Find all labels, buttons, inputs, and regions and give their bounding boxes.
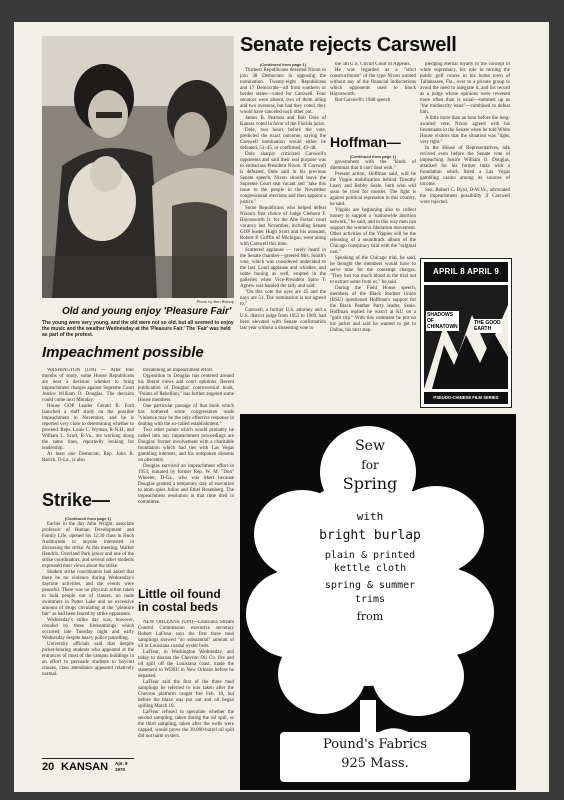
impeachment-paragraph: Two other points which would probably be called into any impeachment proceedings are Douglas' former involvement with a charitable foundation which had ties with Las Vegas gambling interests, and his outspoken dissents on obscenity.	[138, 428, 234, 463]
carswell-paragraph: Dole, two hours before the vote, predicted the exact outcome, saying the Carswell nomination would either be defeated, 51–45, or confirmed, 49–48.	[240, 128, 326, 151]
strike-paragraph: University officials said that despite picket-bearing students who appeared at the entrances of most of the campus buildings in an effort to persuade students to boycott classes, class attendance appeared relatively normal.	[42, 642, 134, 677]
ad-line-sew: Sew	[355, 438, 385, 454]
oil-paragraph: NEW ORLEANS (UPI)—Louisiana Stream Control Commission executive secretary Robert LaFleur says the first three mud samplings showed "no substantial" amount of oil in Louisiana coastal oyster beds.	[138, 620, 234, 649]
carswell-paragraph: Dole sharply criticized Carswell's opponents and said their real purpose was to embarrass President Nixon. If Carswell is defeated, Dole said in his previous Senate speech, Nixon should leave the Supreme Court seat vacant and "take this issue to the people in the November congressional elections and then appoint a justice."	[240, 152, 326, 205]
film-1-line: OF	[427, 318, 434, 324]
ad-line-from: from	[356, 610, 384, 623]
ad-line-plain: plain & printed	[324, 550, 416, 561]
impeachment-headline: Impeachment possible	[42, 344, 204, 361]
oil-column	[138, 620, 234, 786]
hoffman-paragraph: Yippies are beginning also to collect money to support a "nationwide abortion network," he said, and in this way men can support the women's liberation movement. Other activities of the Yippies will be the releasing of a soundtrack album of the Chicago conspiracy trial with the "original cast."	[330, 208, 416, 255]
carswell-column-2	[330, 62, 416, 132]
oil-headline	[138, 588, 221, 614]
ad-line-spring: Spring	[342, 474, 398, 493]
impeachment-paragraph: threatening an impeachment effort.	[143, 368, 214, 373]
page-number: 20	[42, 761, 55, 773]
film-series-ad	[420, 258, 512, 408]
carswell-paragraph: In the House of Representatives, talk revived even before the Senate vote of impeaching Justice William O. Douglas, attacked for his former links with a foundation which listed a Las Vegas gambling casino among its sources of income.	[420, 146, 510, 187]
carswell-paragraph: Some Republicans who helped defeat Nixon's first choice of Judge Clement F. Haynsworth Jr. for the Abe Fortas' court vacancy last November, including Senate GOP leader Hugh Scott and his assistant, Robert P. Griffin of Michigan, went along with Carswell this time.	[240, 206, 326, 247]
carswell-paragraph: "On this vote the ayes are 45 and the nays are 51. The nomination is not agreed to."	[240, 290, 326, 307]
film-2-title	[473, 319, 502, 333]
oil-headline-line: Little oil found	[138, 587, 221, 601]
film-2-line: THE GOOD	[474, 320, 501, 326]
impeachment-paragraph: WASHINGTON (UPI) — After four months of study, some House Republicans are near a decision whether to bring impeachment charges against Supreme Court Justice William O. Douglas. The decision could come next Monday.	[42, 368, 134, 403]
hoffman-paragraph: During the Field House speech, members of the Black Student Union (BSU) questioned Hoffman's support for the Black Panther Party leader, Seale. Hoffman replied he wasn't at KU on a "guilt trip." With this comment he put on his jacket and said he wanted to get to Dallas, his next stop.	[330, 286, 416, 333]
carswell-paragraph: Scattered applause — rarely heard in the Senate chamber—greeted Mrs. Smith's vote, which was considered undecided to the last. Loud applause and whistles, and some booing as well, erupted in the galleries when Vice-President Spiro T. Agnew was handed the tally and said:	[240, 248, 326, 289]
carswell-column-1	[240, 62, 326, 407]
film-1-line: CHINATOWN	[427, 324, 458, 330]
impeachment-column-2	[138, 368, 234, 582]
ad-line-spring-summer: spring & summer	[324, 580, 416, 591]
impeachment-column-1	[42, 368, 134, 478]
carswell-paragraph: Sen. Robert C. Byrd, D-W.Va., advocated the impeachment possibility if Carswell were rejected.	[420, 188, 510, 205]
newspaper-page	[14, 22, 549, 792]
carswell-paragraph: A little more than an hour before the long-awaited vote, Nixon agreed with his lieutenants in the Senate when he told White House visitors that the situation was "tight, very tight."	[420, 116, 510, 145]
page-footer	[42, 761, 142, 777]
ad-line-trims: trims	[354, 594, 386, 605]
strike-paragraph: Earlier in the day John Wright, associate professor of Human Development and Family Life, opened his 12:30 class in Hoch Auditorium to anyone interested in discussing the strike. At this meeting, Walker Hendrix, Overland Park junior and one of the strike coordinators, and several other students expressed their views about the strike.	[42, 522, 134, 569]
film-2-line: EARTH	[474, 326, 492, 332]
carswell-paragraph: James B. Pearson and Bob Dole of Kansas voted in favor of the Florida jurist.	[240, 116, 326, 127]
carswell-paragraph: But Carswell's 1948 speech	[335, 98, 391, 103]
impeachment-paragraph: Opposition to Douglas has centered around his liberal views and court opinions. Recent publication of Douglas' controversial book, "Points of Rebellion," has further angered some House members.	[138, 374, 234, 403]
strike-column	[42, 516, 134, 754]
hoffman-column	[330, 154, 416, 408]
ad-line-for: for	[361, 458, 379, 472]
carswell-column-3	[420, 62, 510, 254]
strike-paragraph: Wednesday's strike day was, however, clouded by three firebombings which occurred late Tuesday night and early Wednesday despite heavy police patrolling.	[42, 618, 134, 641]
hoffman-paragraph: Present action, Hoffman said, will be the Yippie mobilization behind Timothy Leary and Bobby Seale, both who will soon be tried for murder. The fight is against political repression in this country, he said.	[330, 172, 416, 207]
carswell-paragraph: Carswell, a former U.S. attorney and a U.S. district judge from 1953 to 1969, had been elevated with Senate confirmation last year without a dissenting vote to	[240, 308, 326, 331]
ad-line-with: with	[356, 510, 384, 523]
film-1-title	[426, 311, 459, 331]
hoffman-paragraph: government with the "kinds of dilemmas that it can't deal with."	[330, 160, 416, 171]
photo-credit: Photo by Ben Bishop	[196, 299, 234, 304]
carswell-paragraph: Thirteen Republicans deserted Nixon to join 38 Democrats in opposing the nomination. Twenty-eight Republicans and 17 Democrats—all from southern or border states—voted for Carswell. Four senators were absent, two of them ailing and two overseas, but had they voted, they would have canceled each other out.	[240, 68, 326, 115]
date-line-2: 1970	[115, 767, 126, 772]
hoffman-paragraph: Speaking of the Chicago trial, he said, he thought the members would have to serve time for the contempt charges. "They lost too much blood in the trial not to extract some from us," he said.	[330, 256, 416, 285]
pleasure-fair-photo	[42, 36, 234, 298]
film-art	[424, 285, 508, 389]
oil-paragraph: LaFleur said the first of the three mud samplings he referred to was taken after the Chevron platform caught fire Feb. 10, but before the blaze was put out and oil began spilling March 10.	[138, 680, 234, 709]
film-art-graphic	[424, 285, 508, 389]
strike-paragraph: Student strike coordinators had asked that there be no violence during Wednesday's daytime activities, and the events were peaceful. There was no physical action taken to hold people out of classes, no nude swimmers in Potter Lake and no excessive amount of drugs circulating at the "pleasure fair" as had been feared by strike opponents.	[42, 570, 134, 617]
carswell-paragraph: He was regarded as a "strict constructionist" of the type Nixon wanted without any of the financial indiscretions which opponents used to block Haynsworth.	[330, 68, 416, 97]
photo-caption-text: The young were very young, and the old were not so old, but all seemed to enjoy the music and the weather Wednesday at the 'Pleasure Fair.' The 'Fair' was held as part of the protest.	[42, 320, 234, 338]
carswell-continued: (Continued from page 1)	[259, 62, 307, 67]
oil-headline-line: in costal beds	[138, 600, 219, 614]
film-1-line: SHADOWS	[427, 312, 454, 318]
paper-name: KANSAN	[61, 761, 109, 773]
carswell-paragraph: pledging eternal loyalty to the concept of white supremacy, his role in turning the public golf course in his home town of Tallahassee, Fla., over to a private group to avoid the need to integrate it, and his record as a judge whose opinions were reversed more often than is usual—summed up as "the mediocrity issue"—combined to defeat him.	[420, 62, 510, 115]
oil-paragraph: LaFleur, in Washington Wednesday, and today to discuss the Chevron Oil Co. fire and oil spill off the Louisiana coast, made the statement to WDSU in New Orleans before he departed.	[138, 650, 234, 679]
impeachment-paragraph: One particular passage of that book which has bothered some congressmen reads "violence may be the only effective response in dealing with the so-called establishment."	[138, 404, 234, 427]
ad-store-address: 925 Mass.	[341, 756, 409, 771]
impeachment-paragraph: At least one Democrat, Rep. John R. Rarick, D-La., is also	[42, 452, 134, 463]
ad-store-name: Pound's Fabrics	[322, 737, 428, 752]
strike-continued: (Continued from page 1)	[64, 516, 112, 521]
ad-line-kettle: kettle cloth	[333, 563, 407, 574]
film-series-banner: PSEUDO-CHINESE FILM SERIES	[424, 392, 508, 404]
strike-headline: Strike—	[42, 490, 111, 510]
hoffman-headline: Hoffman—	[330, 134, 401, 150]
pounds-fabrics-ad	[240, 414, 516, 790]
oil-paragraph: LaFleur refused to speculate whether the second sampling, taken during the oil spill, or the third sampling, taken after the wells were capped, would prove the 30,000-barrel oil spill did not harm oysters.	[138, 710, 234, 739]
film-dates-banner: APRIL 8 APRIL 9	[424, 262, 508, 282]
photo-image	[42, 36, 234, 298]
photo-caption-title: Old and young enjoy 'Pleasure Fair'	[62, 306, 232, 317]
footer-rule	[42, 758, 134, 759]
date-line-1: Apr. 9	[115, 761, 128, 766]
hoffman-continued: (Continued from page 1)	[349, 154, 397, 159]
main-headline: Senate rejects Carswell	[240, 34, 457, 56]
carswell-paragraph: the 5th U.S. Circuit Court of Appeals.	[335, 62, 411, 67]
impeachment-paragraph: Douglas survived an impeachment effort in 1953, initiated by former Rep. W. M. "Don" Wheeler, D-Ga., who was irked because Douglas granted a temporary stay of execution to atom spies Julius and Ethel Rosenberg. The impeachment resolution at that time died in committee.	[138, 464, 234, 505]
ad-line-burlap: bright burlap	[319, 528, 421, 543]
impeachment-paragraph: House GOP Leader Gerald R. Ford launched a staff study on the possible impeachment in November, and he is reported very close to determining whether to proceed. Reps. Louis C. Wyman, R-N.H., and William L. Scott, R-Va., are working along the same lines, reportedly looking for leadership.	[42, 404, 134, 451]
